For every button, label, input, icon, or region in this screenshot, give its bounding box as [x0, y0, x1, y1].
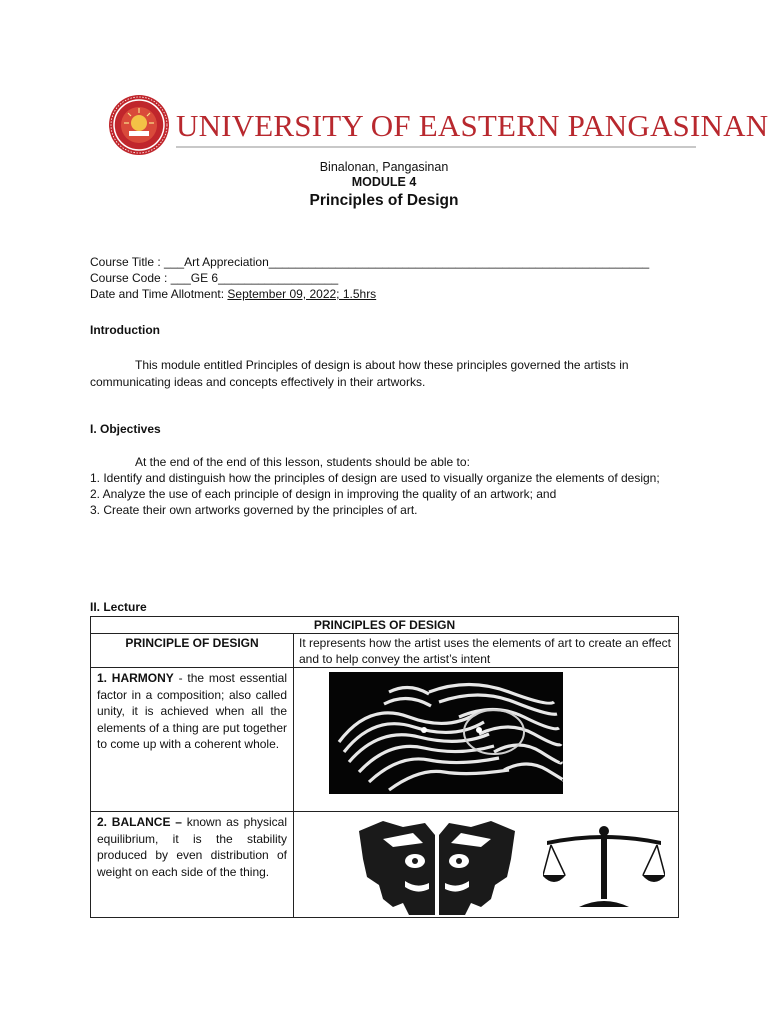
date-allotment-value: September 09, 2022; 1.5hrs	[227, 287, 377, 301]
harmony-term: 1. HARMONY	[97, 671, 174, 685]
module-number: MODULE 4	[351, 175, 417, 189]
objective-item: 3. Create their own artworks governed by the principles of art.	[90, 503, 418, 517]
table-header-description: It represents how the artist uses the elements of art to create an effect and to help convey the artist’s intent	[299, 636, 671, 666]
harmony-definition	[97, 670, 287, 753]
university-header	[100, 88, 768, 168]
header-rule	[176, 146, 696, 148]
harmony-text: - the most essential factor in a composition; also called unity, it is achieved when all the elements of a thing are put together to come up with a coherent whole.	[97, 671, 287, 751]
mirrored-faces-balance-image	[353, 819, 521, 917]
introduction-heading: Introduction	[90, 323, 160, 337]
university-seal-logo	[108, 94, 170, 156]
objective-item: 1. Identify and distinguish how the principles of design are used to visually organize the elements of design;	[90, 471, 660, 485]
table-rule	[91, 811, 678, 812]
balance-scale-image	[543, 823, 665, 913]
zebra-harmony-image	[329, 672, 563, 794]
objectives-intro: At the end of the end of this lesson, students should be able to:	[135, 455, 470, 469]
objective-item: 2. Analyze the use of each principle of design in improving the quality of an artwork; and	[90, 487, 557, 501]
course-code-label: Course Code :	[90, 271, 168, 285]
balance-definition	[97, 814, 287, 880]
introduction-body: This module entitled Principles of design is about how these principles governed the artists in communicating ideas and concepts effectively in their artworks.	[90, 358, 629, 389]
course-title-value: ___Art Appreciation_________________________________________________________	[164, 255, 650, 269]
balance-term: 2. BALANCE –	[97, 815, 182, 829]
lecture-heading: II. Lecture	[90, 600, 147, 614]
location: Binalonan, Pangasinan	[319, 160, 449, 174]
date-allotment-line	[90, 287, 376, 301]
course-code-line	[90, 271, 338, 285]
university-name: UNIVERSITY OF EASTERN PANGASINAN	[176, 108, 768, 143]
course-title-line	[90, 255, 649, 269]
course-code-value: ___GE 6__________________	[170, 271, 339, 285]
objectives-heading: I. Objectives	[90, 422, 161, 436]
table-rule	[91, 633, 678, 634]
balance-text: known as physical equilibrium, it is the stability produced by even distribution of weight on each side of the thing.	[97, 815, 287, 879]
table-title: PRINCIPLES OF DESIGN	[313, 618, 456, 632]
page-title: Principles of Design	[309, 192, 459, 209]
date-allotment-label: Date and Time Allotment:	[90, 287, 225, 301]
table-column-divider	[293, 633, 294, 917]
table-header-principle: PRINCIPLE OF DESIGN	[125, 636, 259, 650]
course-title-label: Course Title :	[90, 255, 161, 269]
principles-table	[90, 616, 679, 918]
table-rule	[91, 667, 678, 668]
